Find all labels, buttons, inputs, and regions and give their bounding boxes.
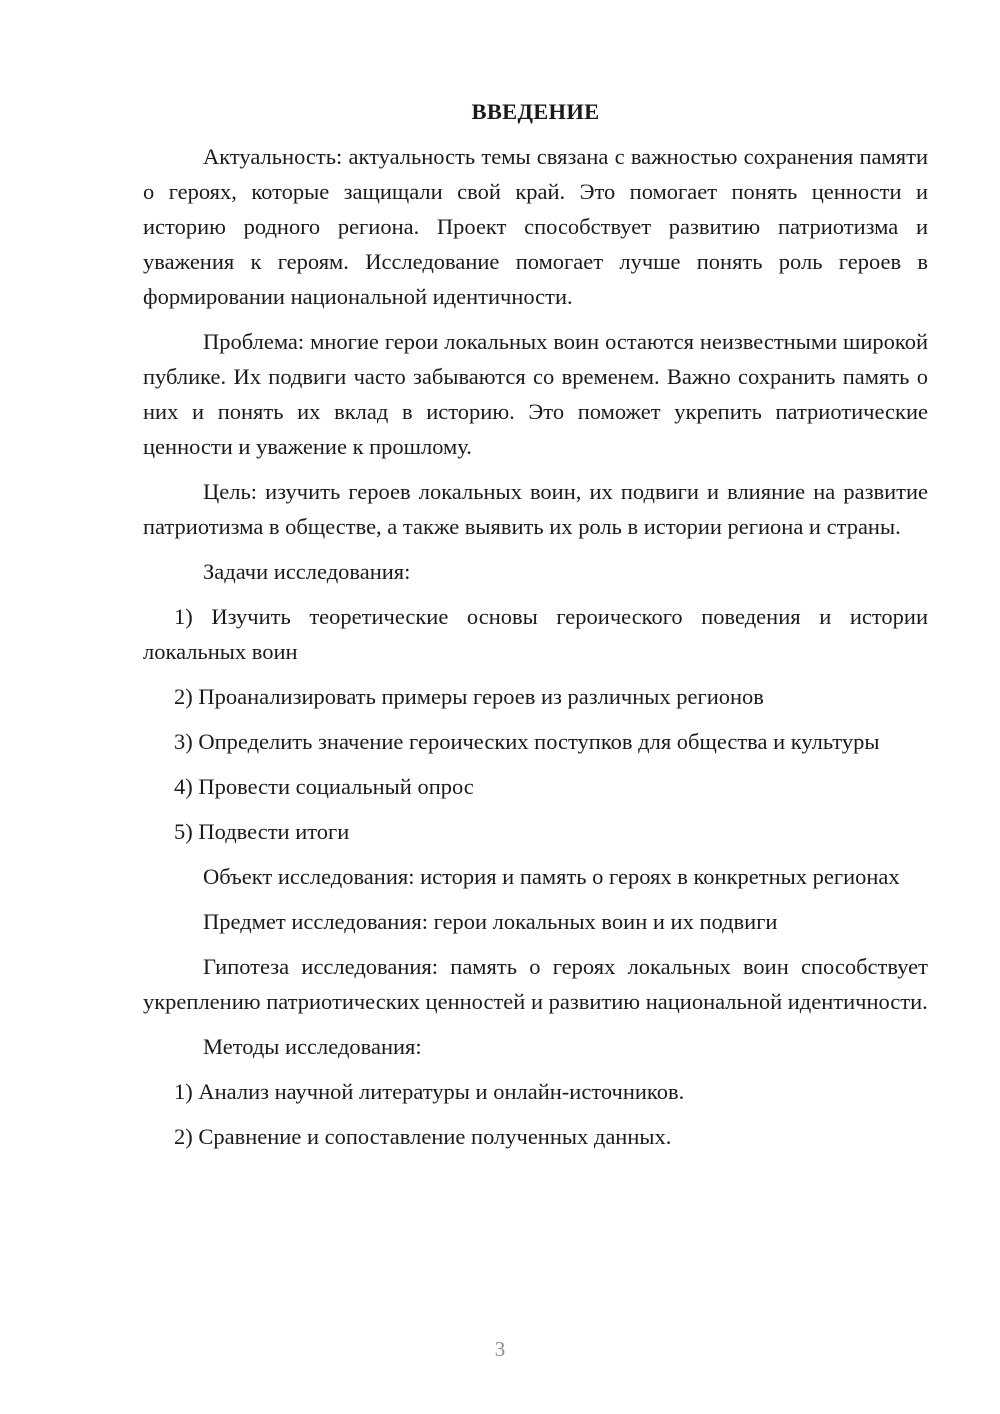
task-item: 3) Определить значение героических поступков для общества и культуры (174, 729, 880, 754)
task-item: 4) Провести социальный опрос (174, 774, 474, 799)
relevance-paragraph: Актуальность: актуальность темы связана с важностью сохранения памяти о героях, которые защищали свой край. Это помогает понять ценности и историю родного региона. Проект способствует развитию патриотизма и уважения к героям. Исследование помогает лучше понять роль героев в формировании национальной идентичности. (143, 144, 928, 309)
goal-paragraph: Цель: изучить героев локальных воин, их подвиги и влияние на развитие патриотизма в обществе, а также выявить их роль в истории региона и страны. (143, 479, 928, 539)
method-item: 1) Анализ научной литературы и онлайн-источников. (174, 1079, 685, 1104)
hypothesis-paragraph: Гипотеза исследования: память о героях локальных воин способствует укреплению патриотических ценностей и развитию национальной идентичности. (143, 954, 928, 1014)
page-number: 3 (494, 1337, 506, 1361)
page-title: ВВЕДЕНИЕ (471, 99, 600, 124)
task-item: 1) Изучить теоретические основы героического поведения и истории локальных воин (143, 604, 928, 664)
document-body (143, 94, 928, 1164)
subject-paragraph: Предмет исследования: герои локальных воин и их подвиги (203, 909, 778, 934)
methods-heading: Методы исследования: (203, 1034, 422, 1059)
problem-paragraph: Проблема: многие герои локальных воин остаются неизвестными широкой публике. Их подвиги часто забываются со временем. Важно сохранить память о них и понять их вклад в историю. Это поможет укрепить патриотические ценности и уважение к прошлому. (143, 329, 928, 459)
task-item: 2) Проанализировать примеры героев из различных регионов (174, 684, 764, 709)
task-item: 5) Подвести итоги (174, 819, 350, 844)
object-paragraph: Объект исследования: история и память о героях в конкретных регионах (203, 864, 900, 889)
tasks-heading: Задачи исследования: (203, 559, 411, 584)
method-item: 2) Сравнение и сопоставление полученных данных. (174, 1124, 672, 1149)
